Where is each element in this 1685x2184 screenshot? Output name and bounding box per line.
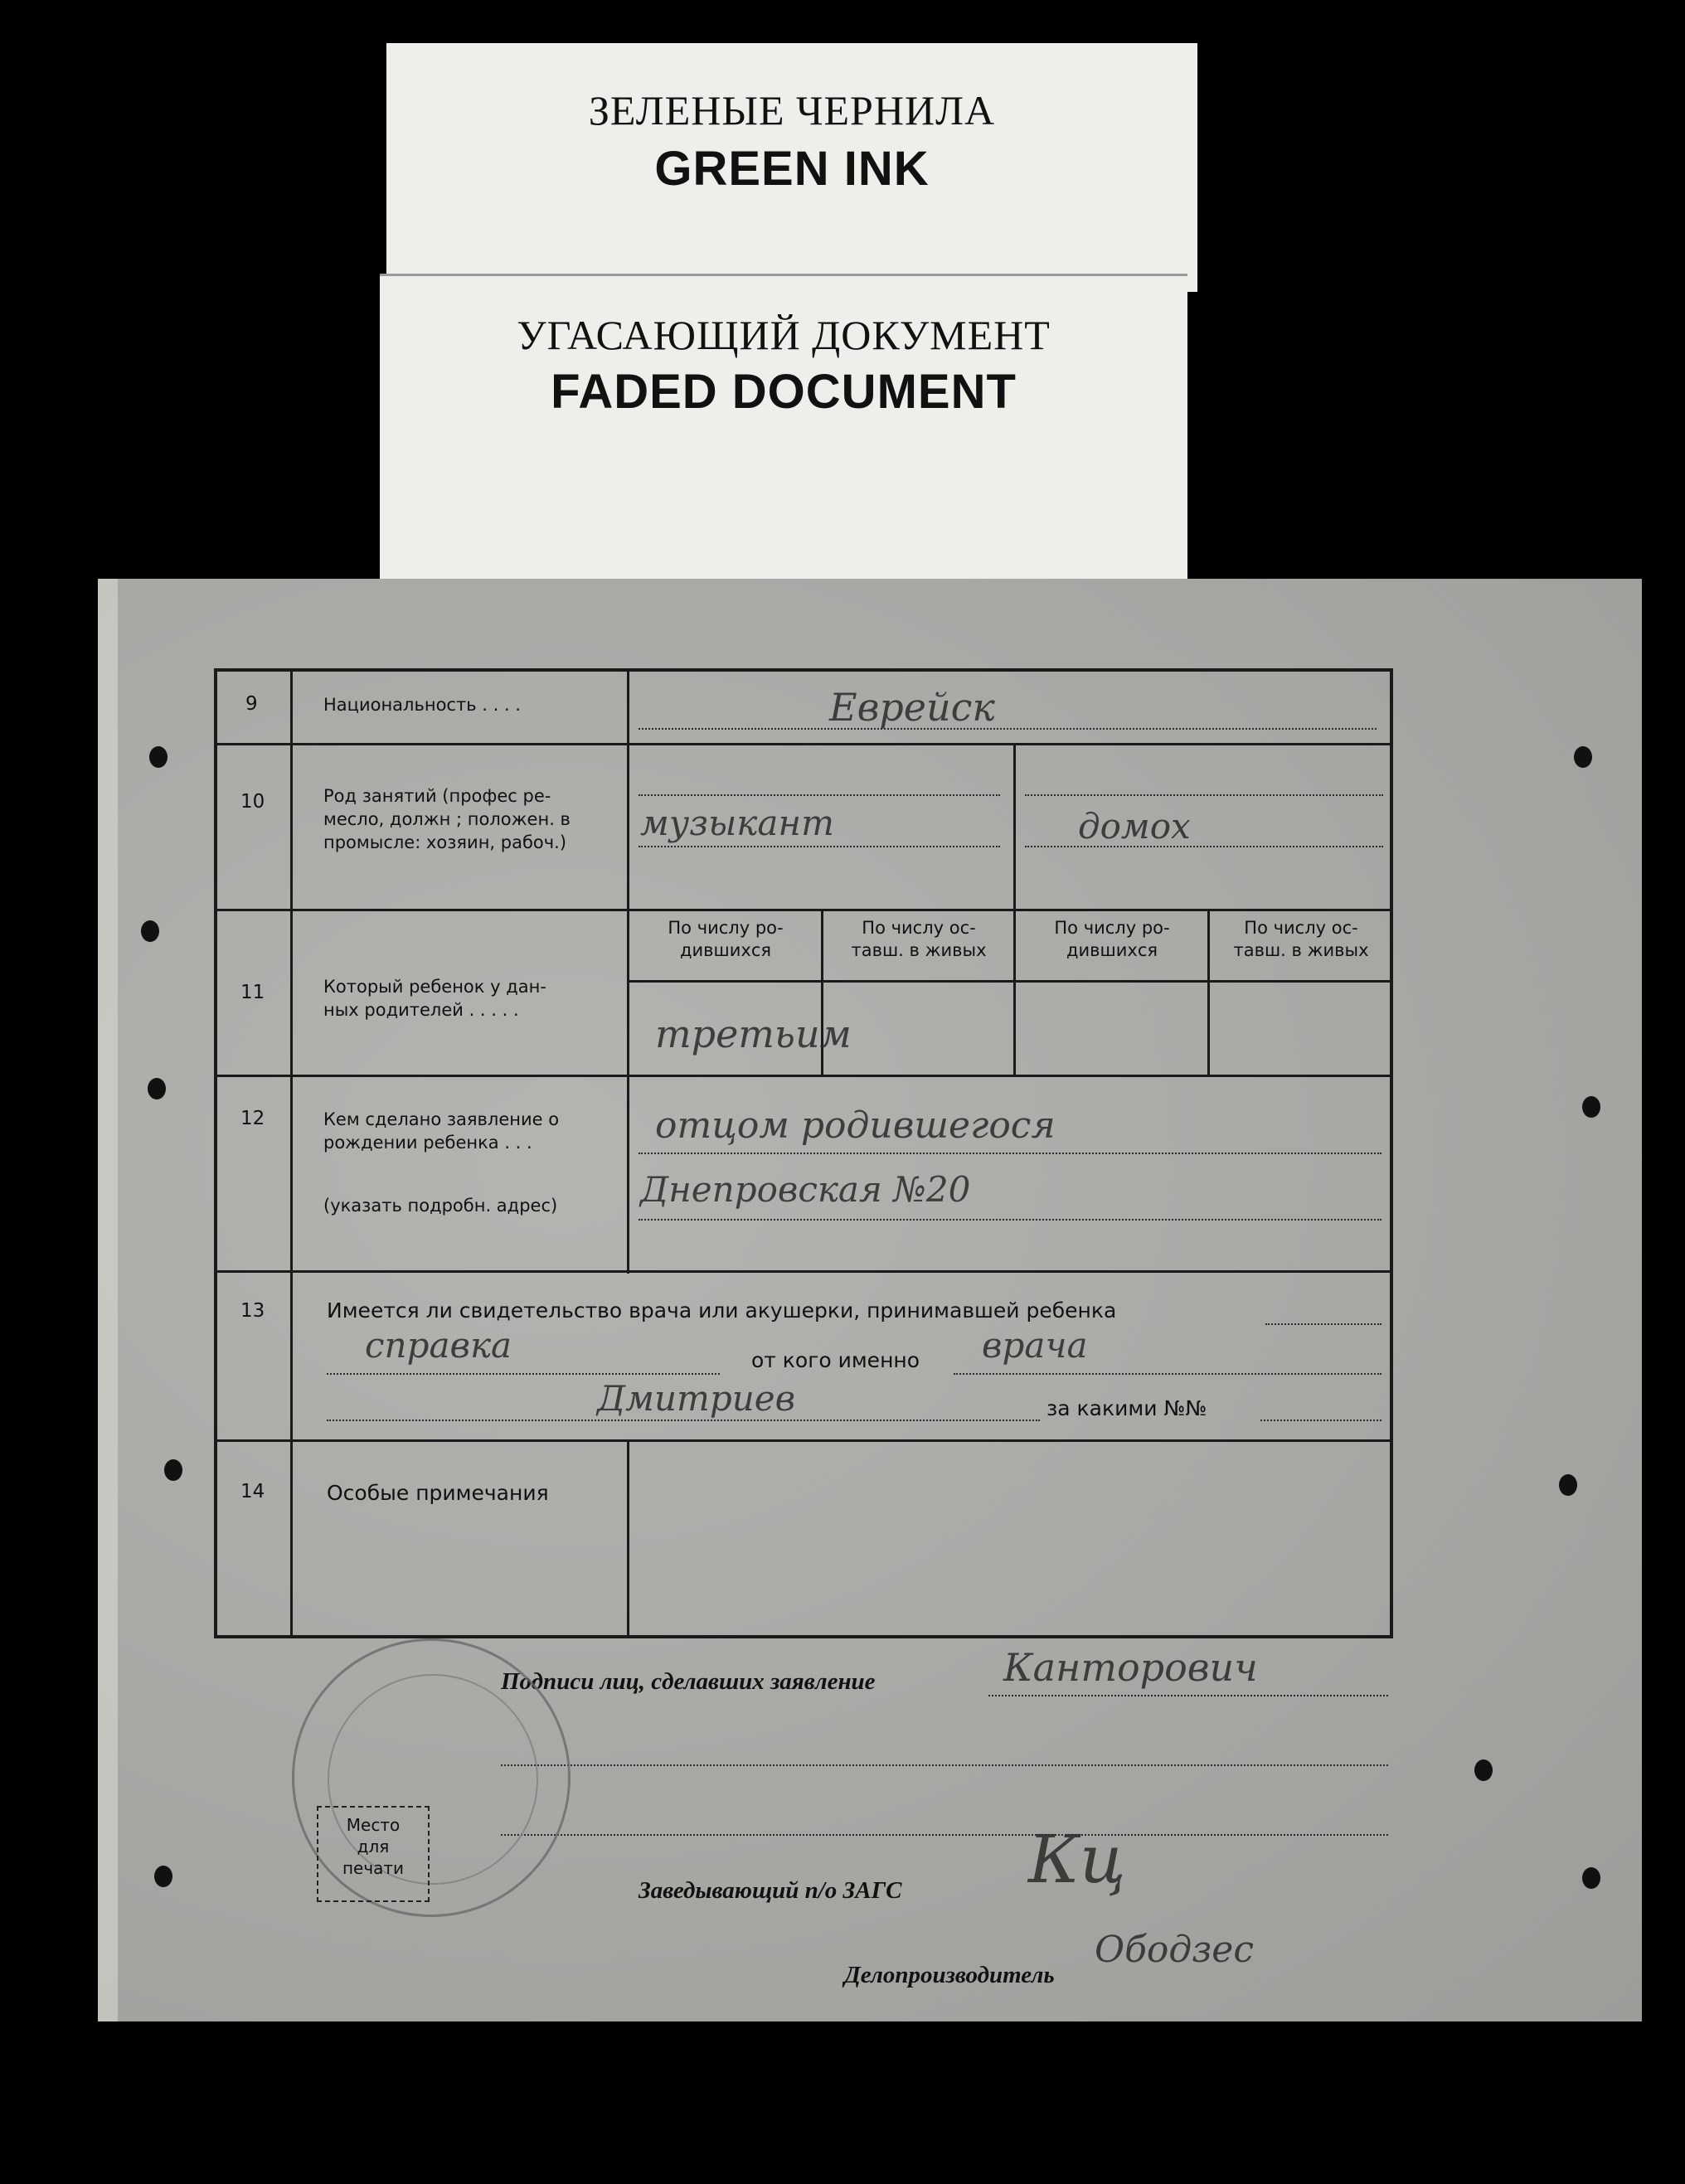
row-divider (214, 1075, 1393, 1077)
row11-label: Который ребенок у дан- ных родителей . . . . . (323, 977, 546, 1020)
parent-col-divider (1013, 743, 1016, 1075)
punch-hole (1474, 1759, 1493, 1781)
row13-line (327, 1420, 1040, 1421)
punch-hole (154, 1866, 172, 1887)
row12-number: 12 (240, 1108, 265, 1129)
applicants-signature-label: Подписи лиц, сделавших заявление (501, 1668, 876, 1695)
stamp-place-box (317, 1806, 430, 1902)
row13-line (327, 1373, 720, 1375)
row12-label: Кем сделано заявление о рождении ребенка . . . (323, 1109, 560, 1153)
row9-label: Национальность . . . . (323, 695, 521, 715)
clerk-label: Делопроизводитель (844, 1962, 1055, 1988)
faded-ru: УГАСАЮЩИЙ ДОКУМЕНТ (517, 312, 1051, 358)
registry-head-signature: Кц (1028, 1821, 1126, 1898)
punch-hole (1559, 1474, 1577, 1496)
punch-hole (1582, 1867, 1600, 1889)
punch-hole (1574, 746, 1592, 768)
row13-question: Имеется ли свидетельство врача или акушерки, принимавшей ребенка (327, 1298, 1117, 1323)
row-divider (214, 743, 1393, 745)
punch-hole (141, 920, 159, 942)
row9-number: 9 (245, 693, 258, 715)
row10-occupation-mother: домох (1078, 806, 1191, 847)
row10-label: Род занятий (профес ре- месло, должн ; положен. в промысле: хозяин, рабоч.) (323, 786, 571, 852)
row9-line (639, 728, 1377, 730)
stamp-place-label: Место для печати (342, 1815, 405, 1878)
row9-handwriting: Еврейск (829, 685, 995, 730)
row10-occupation-father: музыкант (640, 803, 834, 843)
row13-line (1265, 1323, 1382, 1325)
signature-line (988, 1695, 1388, 1696)
row12-handwriting-address: Днепровская №20 (640, 1169, 971, 1210)
row13-number: 13 (240, 1300, 265, 1322)
row11-header-living-2: По числу ос- тавш. в живых (1233, 918, 1369, 960)
row13-line (954, 1373, 1382, 1375)
row11-header-living-1: По числу ос- тавш. в живых (851, 918, 987, 960)
green-ink-en: GREEN INK (654, 142, 930, 196)
applicant-signature: Канторович (1003, 1645, 1258, 1690)
form-left-edge (98, 579, 118, 2021)
row12-handwriting-declarant: отцом родившегося (655, 1104, 1056, 1147)
row14-label: Особые примечания (327, 1481, 549, 1505)
row11-header-born-2: По числу ро- дившихся (1054, 918, 1170, 960)
row13-handwriting-doctor: врача (982, 1325, 1088, 1366)
faded-document-slip (380, 274, 1187, 583)
row10-number: 10 (240, 791, 265, 813)
row13-handwriting-certificate: справка (365, 1325, 512, 1366)
row10-line (639, 846, 1000, 847)
row11-number: 11 (240, 982, 265, 1003)
row14-number: 14 (240, 1481, 265, 1502)
green-ink-slip (386, 43, 1197, 292)
row10-line (1025, 794, 1383, 796)
row10-line (639, 794, 1000, 796)
registry-head-label: Заведывающий п/о ЗАГС (639, 1877, 902, 1904)
label-col-divider (627, 668, 629, 1274)
row13-from-whom: от кого именно (751, 1348, 920, 1372)
row11-handwriting: третьим (655, 1012, 852, 1056)
clerk-signature: Ободзес (1095, 1929, 1254, 1971)
row11-col-divider (1207, 909, 1210, 1075)
signature-line (501, 1834, 1388, 1836)
signature-line (501, 1764, 1388, 1766)
punch-hole (149, 746, 168, 768)
row13-handwriting-name: Дмитриев (597, 1378, 796, 1419)
row12-line (639, 1153, 1382, 1154)
row-divider (214, 1270, 1393, 1273)
row13-which-numbers: за какими №№ (1046, 1396, 1207, 1420)
punch-hole (164, 1459, 182, 1481)
punch-hole (148, 1078, 166, 1099)
row11-header-born-1: По числу ро- дившихся (668, 918, 784, 960)
row12-line (639, 1219, 1382, 1221)
row-divider (214, 1439, 1393, 1442)
green-ink-ru: ЗЕЛЕНЫЕ ЧЕРНИЛА (588, 87, 996, 133)
row11-header-divider (629, 980, 1393, 983)
num-col-divider (290, 668, 293, 1638)
faded-en: FADED DOCUMENT (551, 365, 1017, 419)
label-col-divider (627, 1439, 629, 1638)
row12-address-label: (указать подробн. адрес) (323, 1196, 558, 1216)
row-divider (214, 909, 1393, 911)
row13-line (1260, 1420, 1382, 1421)
punch-hole (1582, 1096, 1600, 1118)
